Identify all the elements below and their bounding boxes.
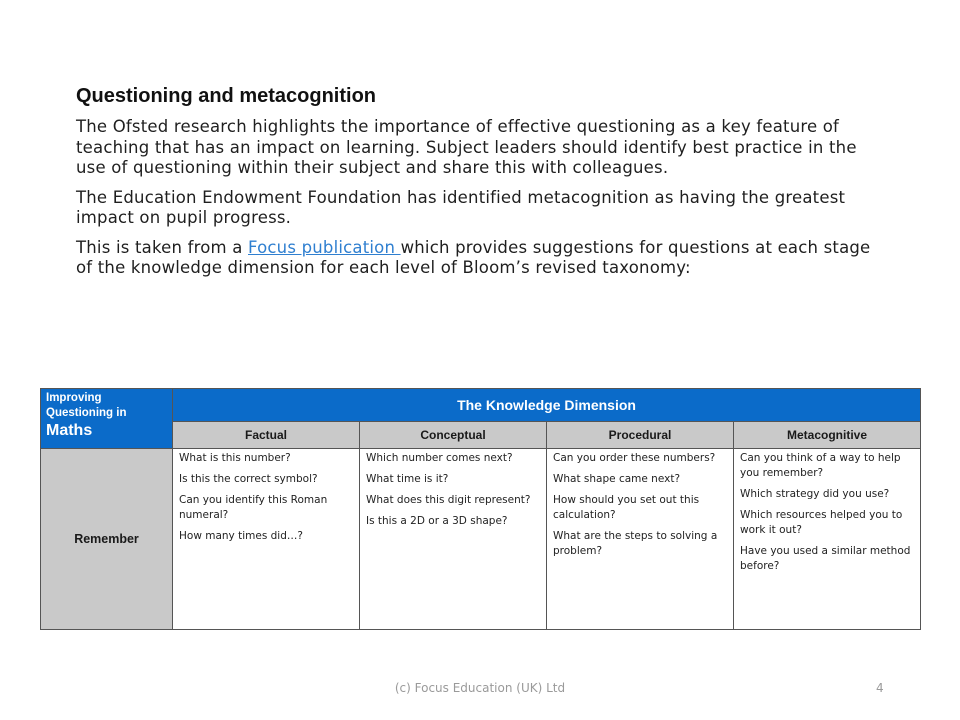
slide-content	[76, 85, 876, 288]
table-column-headers	[41, 422, 921, 449]
question-item: Which resources helped you to work it out?	[740, 509, 903, 536]
paragraph-eef: The Education Endowment Foundation has identified metacognition as having the greatest impact on pupil progress.	[76, 187, 846, 227]
question-item: Is this the correct symbol?	[179, 473, 318, 485]
question-item: What time is it?	[366, 473, 449, 485]
corner-subtitle: Improving Questioning in	[46, 392, 127, 419]
cell-metacognitive	[734, 449, 921, 630]
column-header-factual: Factual	[173, 422, 360, 449]
row-header-remember: Remember	[41, 449, 173, 630]
knowledge-dimension-header: The Knowledge Dimension	[173, 389, 921, 422]
question-item: Can you think of a way to help you remember?	[740, 452, 901, 479]
paragraph-source	[76, 238, 876, 279]
question-item: Which strategy did you use?	[740, 488, 890, 500]
cell-factual	[173, 449, 360, 630]
cell-conceptual	[360, 449, 547, 630]
column-header-conceptual: Conceptual	[360, 422, 547, 449]
question-item: What are the steps to solving a problem?	[553, 530, 718, 557]
paragraph-ofsted: The Ofsted research highlights the importance of effective questioning as a key feature of teaching that has an impact on learning. Subject leaders should identify best practice in the use of questioning within their subject and share this with colleagues.	[76, 117, 857, 177]
slide-heading: Questioning and metacognition	[76, 85, 376, 107]
column-header-procedural: Procedural	[547, 422, 734, 449]
corner-subject: Maths	[46, 422, 93, 439]
column-header-metacognitive: Metacognitive	[734, 422, 921, 449]
table-row-remember	[41, 449, 921, 630]
question-item: Have you used a similar method before?	[740, 545, 911, 572]
source-text-before: This is taken from a	[76, 237, 248, 257]
source-text-after: which provides suggestions for questions at each stage of the knowledge dimension for each level of Bloom’s revised taxonomy:	[76, 237, 871, 277]
table-corner-title	[41, 389, 173, 449]
question-item: Can you identify this Roman numeral?	[179, 494, 328, 521]
cell-procedural	[547, 449, 734, 630]
questioning-table	[40, 388, 921, 630]
table-header-row	[41, 389, 921, 422]
focus-publication-link[interactable]: Focus publication	[248, 237, 401, 257]
question-item: What does this digit represent?	[366, 494, 531, 506]
question-item: Can you order these numbers?	[553, 452, 716, 464]
page-number: 4	[876, 681, 884, 695]
question-item: Is this a 2D or a 3D shape?	[366, 515, 508, 527]
question-item: How should you set out this calculation?	[553, 494, 700, 521]
footer-copyright: (c) Focus Education (UK) Ltd	[394, 681, 566, 695]
question-item: What shape came next?	[553, 473, 681, 485]
question-item: Which number comes next?	[366, 452, 513, 464]
question-item: What is this number?	[179, 452, 291, 464]
question-item: How many times did…?	[179, 530, 303, 542]
